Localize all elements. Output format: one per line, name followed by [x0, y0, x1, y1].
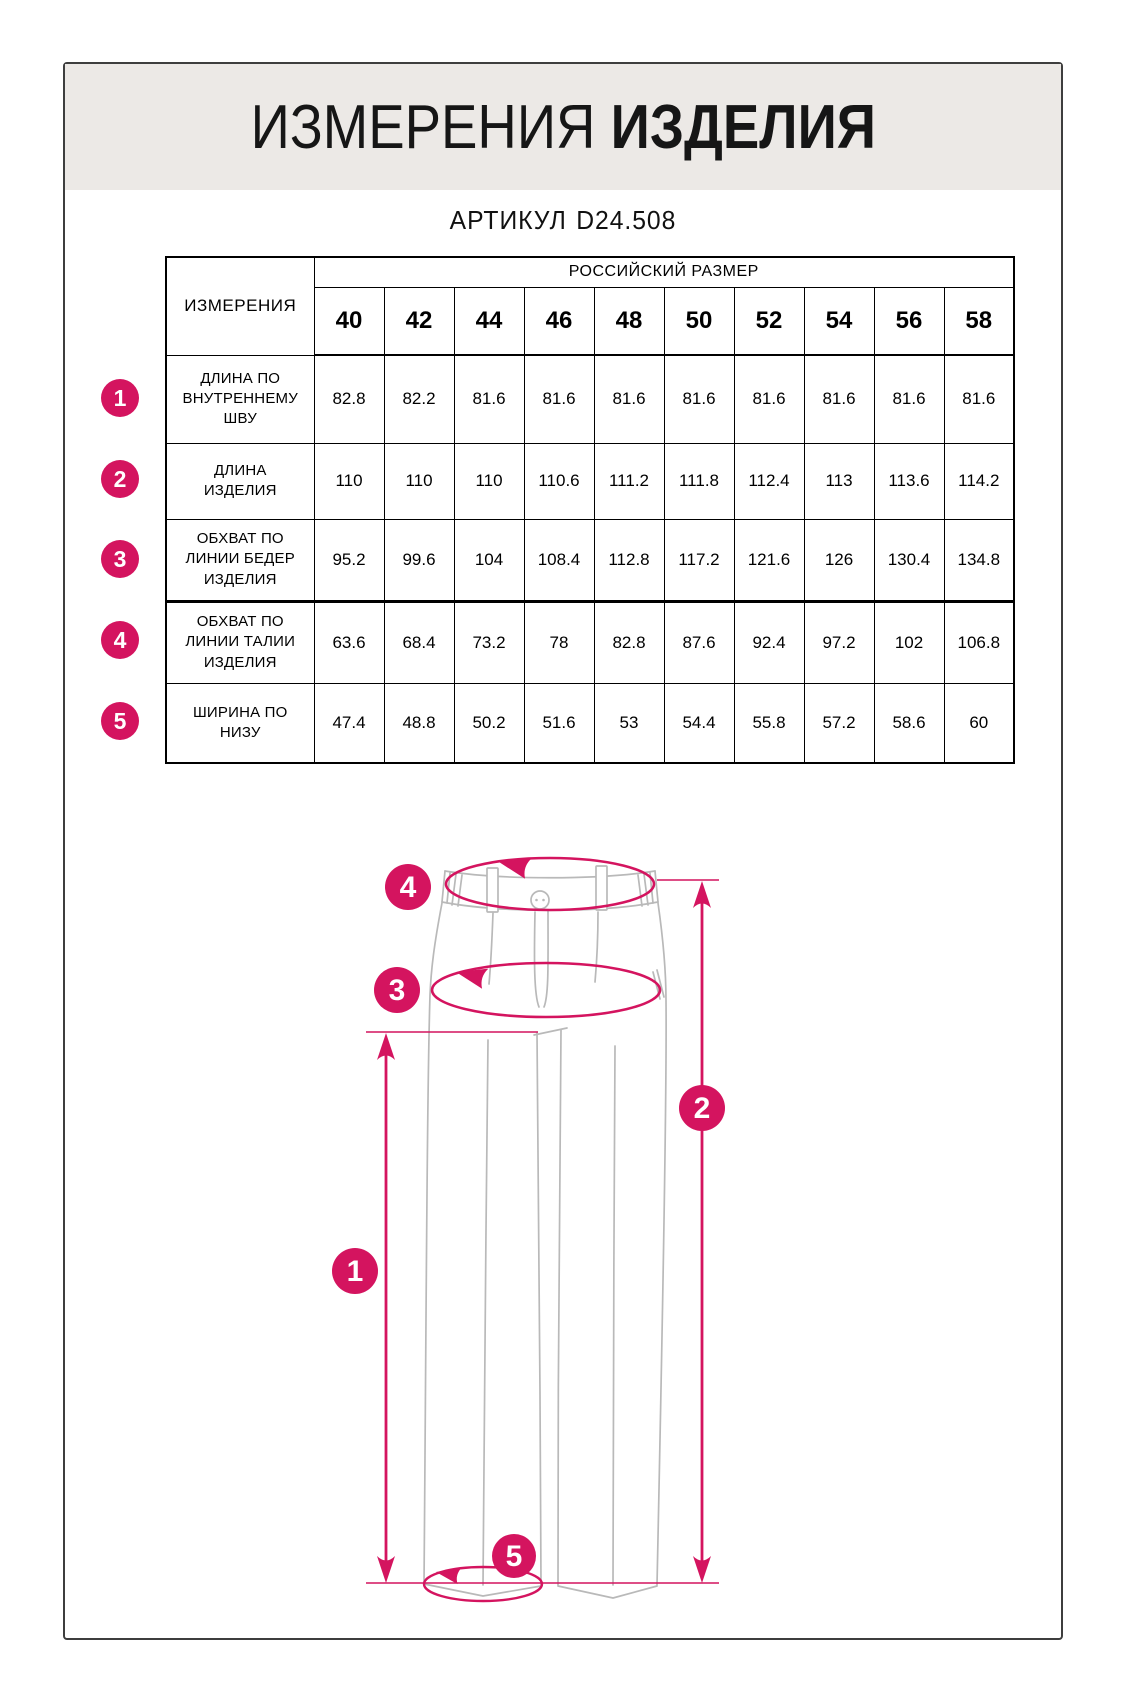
measurement-label: ДЛИНА ПО ВНУТРЕННЕМУ ШВУ [166, 355, 314, 443]
measurement-value: 57.2 [804, 683, 874, 763]
size-header-52: 52 [734, 287, 804, 355]
measurement-value: 114.2 [944, 443, 1014, 519]
left-inseam [537, 1033, 541, 1585]
measurement-value: 92.4 [734, 601, 804, 683]
measurement-value: 112.4 [734, 443, 804, 519]
measurement-value: 81.6 [804, 355, 874, 443]
right-hem [558, 1586, 657, 1598]
measurement-value: 111.8 [664, 443, 734, 519]
measurement-value: 53 [594, 683, 664, 763]
waist-girth-ellipse [446, 858, 654, 910]
header-row-group [166, 257, 1014, 287]
measurement-value: 81.6 [664, 355, 734, 443]
size-header-50: 50 [664, 287, 734, 355]
measurement-value: 68.4 [384, 601, 454, 683]
diagram-badge-1-num: 1 [346, 1255, 364, 1288]
page-title-regular: ИЗМЕРЕНИЯ [250, 92, 596, 162]
diagram-badges [332, 864, 725, 1578]
article-value: D24.508 [576, 205, 677, 235]
measurement-value: 126 [804, 519, 874, 601]
measurement-value: 81.6 [944, 355, 1014, 443]
measurement-value: 117.2 [664, 519, 734, 601]
measurement-value: 106.8 [944, 601, 1014, 683]
right-crease [613, 1046, 615, 1585]
size-group-header-cell: РОССИЙСКИЙ РАЗМЕР [314, 257, 1014, 287]
measurement-value: 87.6 [664, 601, 734, 683]
table-row-5 [166, 683, 1014, 763]
measurement-value: 121.6 [734, 519, 804, 601]
measurement-value: 47.4 [314, 683, 384, 763]
size-header-54: 54 [804, 287, 874, 355]
row-badge-5: 5 [101, 702, 139, 740]
measurement-label: ОБХВАТ ПО ЛИНИИ ТАЛИИ ИЗДЕЛИЯ [166, 601, 314, 683]
measurement-value: 110 [384, 443, 454, 519]
measurement-value: 82.8 [594, 601, 664, 683]
measurement-label: ДЛИНА ИЗДЕЛИЯ [166, 443, 314, 519]
size-header-56: 56 [874, 287, 944, 355]
measurement-value: 108.4 [524, 519, 594, 601]
right-inseam [558, 1030, 561, 1585]
measurement-value: 81.6 [874, 355, 944, 443]
diagram-badge-5-num: 5 [505, 1540, 523, 1573]
measurement-value: 110.6 [524, 443, 594, 519]
measurement-value: 63.6 [314, 601, 384, 683]
row-badge-2: 2 [101, 460, 139, 498]
measurement-value: 113 [804, 443, 874, 519]
measurement-value: 134.8 [944, 519, 1014, 601]
measurement-value: 81.6 [524, 355, 594, 443]
waist-arrowhead [497, 852, 532, 879]
measurement-value: 113.6 [874, 443, 944, 519]
measurement-value: 130.4 [874, 519, 944, 601]
trousers-sketch [424, 866, 666, 1598]
diagram-badge-2-num: 2 [693, 1092, 711, 1125]
table-row-3 [166, 519, 1014, 601]
measurement-value: 55.8 [734, 683, 804, 763]
title-banner [65, 64, 1061, 190]
measurement-overlay [366, 852, 719, 1601]
row-badge-1: 1 [101, 379, 139, 417]
measurement-value: 48.8 [384, 683, 454, 763]
size-header-44: 44 [454, 287, 524, 355]
measurement-value: 82.2 [384, 355, 454, 443]
measurement-value: 58.6 [874, 683, 944, 763]
measurement-value: 81.6 [454, 355, 524, 443]
article-line [88, 205, 1038, 236]
diagram-badge-4-num: 4 [399, 871, 417, 904]
measurement-value: 97.2 [804, 601, 874, 683]
measurement-value: 110 [454, 443, 524, 519]
measurement-label: ОБХВАТ ПО ЛИНИИ БЕДЕР ИЗДЕЛИЯ [166, 519, 314, 601]
size-header-48: 48 [594, 287, 664, 355]
measurement-value: 81.6 [594, 355, 664, 443]
row-badge-4: 4 [101, 621, 139, 659]
measure-header-cell: ИЗМЕРЕНИЯ [166, 257, 314, 355]
measurements-table [165, 256, 1015, 764]
table-row-1 [166, 355, 1014, 443]
belt-loop-right [596, 866, 607, 910]
left-outer-seam [424, 903, 442, 1585]
fly-seam [534, 912, 539, 1007]
size-header-42: 42 [384, 287, 454, 355]
measurement-value: 110 [314, 443, 384, 519]
measurement-value: 73.2 [454, 601, 524, 683]
measurement-value: 104 [454, 519, 524, 601]
measurement-value: 51.6 [524, 683, 594, 763]
row-badge-3: 3 [101, 540, 139, 578]
measurement-value: 82.8 [314, 355, 384, 443]
waist-button [531, 891, 549, 909]
measurement-value: 81.6 [734, 355, 804, 443]
measurement-value: 60 [944, 683, 1014, 763]
article-label: АРТИКУЛ [449, 205, 567, 235]
measurement-value: 99.6 [384, 519, 454, 601]
right-outer-seam [657, 903, 666, 1585]
measurement-label: ШИРИНА ПО НИЗУ [166, 683, 314, 763]
left-hem [424, 1584, 541, 1596]
size-header-46: 46 [524, 287, 594, 355]
size-header-58: 58 [944, 287, 1014, 355]
hem-arrowhead [435, 1564, 462, 1584]
measurement-value: 102 [874, 601, 944, 683]
measurement-value: 54.4 [664, 683, 734, 763]
table-row-4 [166, 601, 1014, 683]
page-title [250, 92, 875, 163]
measurement-value: 78 [524, 601, 594, 683]
measurement-value: 50.2 [454, 683, 524, 763]
trousers-measurement-diagram [300, 840, 745, 1625]
table-row-2 [166, 443, 1014, 519]
measurement-value: 112.8 [594, 519, 664, 601]
left-crease [483, 1040, 488, 1585]
diagram-badge-3-num: 3 [388, 974, 406, 1007]
measurement-value: 95.2 [314, 519, 384, 601]
page-title-bold: ИЗДЕЛИЯ [610, 92, 876, 162]
measurement-value: 111.2 [594, 443, 664, 519]
crotch-seam [534, 1028, 567, 1035]
size-header-40: 40 [314, 287, 384, 355]
